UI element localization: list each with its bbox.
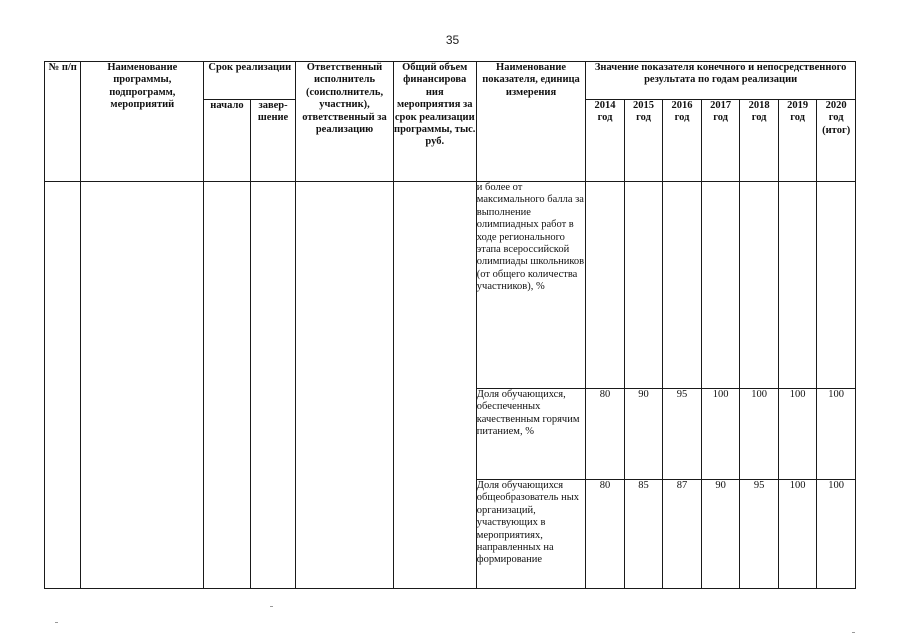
value-cell: 85: [624, 480, 663, 589]
value-cell: 100: [817, 389, 856, 480]
indicator-cell: Доля обучающихся, обеспеченных качественным горячим питанием, %: [476, 389, 585, 480]
value-cell: 100: [778, 389, 817, 480]
value-cell: 90: [624, 389, 663, 480]
value-cell: [778, 182, 817, 389]
cell-funding: [393, 182, 476, 589]
header-year-2014: 2014 год: [586, 100, 625, 182]
value-cell: [817, 182, 856, 389]
header-indicator: Наименование показателя, единица измерения: [476, 62, 585, 182]
program-table: [44, 61, 856, 589]
indicator-cell: и более от максимального балла за выполнение олимпиадных работ в ходе регионального этапа всероссийской олимпиады школьников (от общего количества участников), %: [476, 182, 585, 389]
cell-responsible: [296, 182, 393, 589]
header-year-2015: 2015 год: [624, 100, 663, 182]
scan-speck: [852, 632, 855, 633]
value-cell: 100: [740, 389, 779, 480]
header-funding: Общий объем финансирова ния мероприятия за срок реализации программы, тыс. руб.: [393, 62, 476, 182]
value-cell: [663, 182, 702, 389]
scan-speck: [270, 606, 273, 607]
cell-end: [250, 182, 296, 589]
header-year-2017: 2017 год: [701, 100, 740, 182]
table-row: [45, 182, 856, 389]
value-cell: 100: [701, 389, 740, 480]
header-start: начало: [204, 100, 251, 182]
value-cell: [624, 182, 663, 389]
header-year-2020: 2020 год (итог): [817, 100, 856, 182]
value-cell: 95: [740, 480, 779, 589]
cell-number: [45, 182, 81, 589]
value-cell: 87: [663, 480, 702, 589]
header-year-2019: 2019 год: [778, 100, 817, 182]
page-number: 35: [445, 33, 460, 47]
cell-program-name: [81, 182, 204, 589]
value-cell: [740, 182, 779, 389]
value-cell: 100: [778, 480, 817, 589]
header-period: Срок реализации: [204, 62, 296, 100]
header-program-name: Наименование программы, подпрограмм, мероприятий: [81, 62, 204, 182]
indicator-cell: Доля обучающихся общеобразователь ных организаций, участвующих в мероприятиях, направленных на формирование: [476, 480, 585, 589]
header-year-2018: 2018 год: [740, 100, 779, 182]
header-responsible: Ответственный исполнитель (соисполнитель, участник), ответственный за реализацию: [296, 62, 393, 182]
header-values-by-year: Значение показателя конечного и непосредственного результата по годам реализации: [586, 62, 856, 100]
header-end: завер-шение: [250, 100, 296, 182]
value-cell: 80: [586, 480, 625, 589]
value-cell: [701, 182, 740, 389]
scan-speck: [55, 622, 58, 623]
header-number: № п/п: [45, 62, 81, 182]
value-cell: 90: [701, 480, 740, 589]
value-cell: 100: [817, 480, 856, 589]
cell-start: [204, 182, 251, 589]
value-cell: [586, 182, 625, 389]
header-year-2016: 2016 год: [663, 100, 702, 182]
value-cell: 95: [663, 389, 702, 480]
value-cell: 80: [586, 389, 625, 480]
